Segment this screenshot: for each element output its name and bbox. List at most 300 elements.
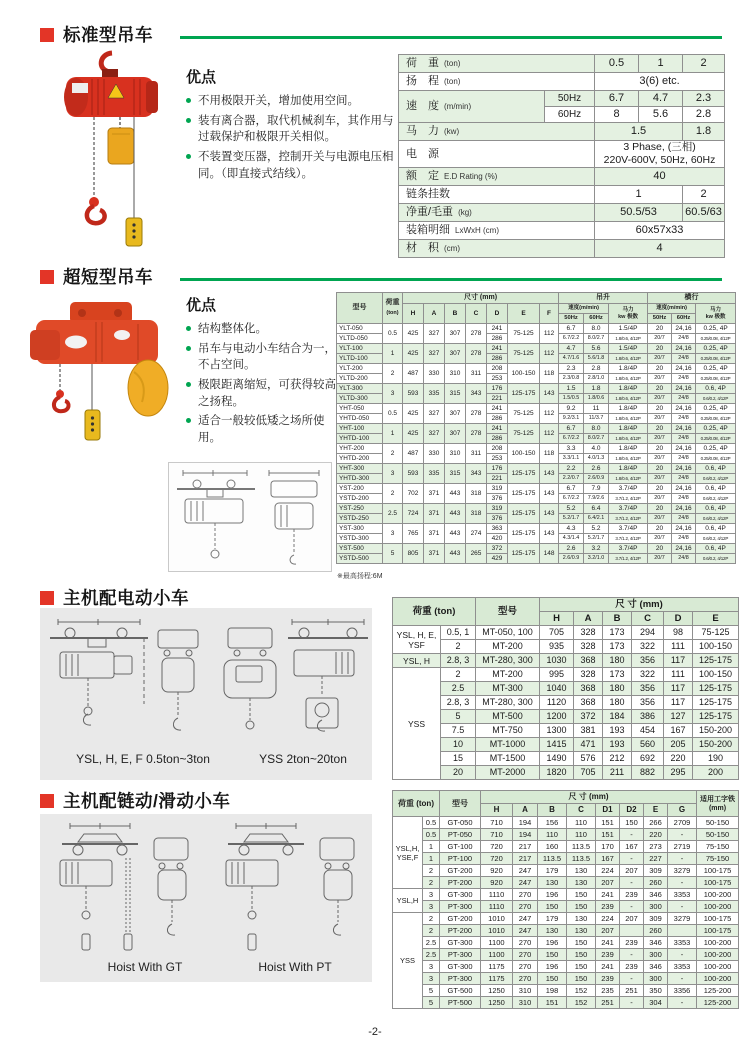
table-cell: 24,16	[672, 524, 696, 534]
table-cell: 205	[664, 738, 693, 752]
table-cell: 241	[487, 404, 508, 414]
model-cell: YHT-200	[337, 444, 383, 454]
table-cell: 194	[513, 829, 538, 841]
table-cell: 241	[487, 344, 508, 354]
table-row	[337, 424, 736, 434]
table-cell: 294	[632, 626, 664, 640]
table-cell: 110	[538, 829, 567, 841]
table-cell: 5	[423, 997, 440, 1009]
spec-label: 装箱明细 LxWxH (cm)	[399, 222, 595, 240]
table-cell: 11	[584, 404, 609, 414]
table-cell: 151	[596, 829, 620, 841]
table-cell: 371	[424, 484, 445, 504]
section4-title: 主机配链动/滑动小车	[63, 791, 231, 811]
table-cell: 322	[632, 640, 664, 654]
table-cell: 307	[445, 404, 466, 424]
table-cell: 170	[596, 841, 620, 853]
table-cell: 24/8	[672, 534, 696, 544]
table-cell: 2.5	[441, 682, 476, 696]
table-cell: 239	[620, 961, 644, 973]
model-cell: PT-500	[440, 997, 481, 1009]
table-cell: 24/8	[672, 434, 696, 444]
page-number: -2-	[368, 1026, 382, 1038]
table-cell: 3.7/4P	[609, 524, 648, 534]
table-cell: 130	[567, 877, 596, 889]
table-cell: 24/8	[672, 494, 696, 504]
table-cell: 309	[644, 865, 668, 877]
table-cell: 1010	[481, 925, 513, 937]
table-cell: 24,16	[672, 464, 696, 474]
spec-value: 8	[595, 107, 639, 123]
table-cell: 1.8/0.6, 4/12P	[609, 414, 648, 424]
table-cell: 125-175	[693, 682, 739, 696]
column-header: E	[644, 804, 668, 817]
drawing-caption: YSS 2ton~20ton	[259, 752, 347, 766]
table-cell: 1.8/0.6, 4/12P	[609, 374, 648, 384]
table-cell: 24,16	[672, 344, 696, 354]
table-cell: 319	[487, 484, 508, 494]
table-cell: 335	[424, 464, 445, 484]
table-cell: 710	[481, 829, 513, 841]
table-cell: 1110	[481, 889, 513, 901]
table-cell: 1250	[481, 997, 513, 1009]
table-row	[393, 961, 739, 973]
table-cell: 371	[424, 504, 445, 524]
table-cell: 196	[538, 961, 567, 973]
spec-value: 2.8	[683, 107, 725, 123]
table-cell: 8.0/2.7	[584, 434, 609, 444]
red-square-icon	[40, 591, 54, 605]
advantage-text: 不用极限开关，增加使用空间。	[198, 95, 359, 107]
column-header: 尺 寸 (mm)	[481, 791, 697, 804]
table-cell: 3.2/1.0	[584, 554, 609, 564]
table-cell: 75-125	[693, 626, 739, 640]
table-cell: 20/7	[648, 494, 672, 504]
chain-trolley-drawing-panel	[40, 814, 372, 982]
table-cell: 2.6	[584, 464, 609, 474]
table-cell: 327	[424, 404, 445, 424]
table-cell: 346	[644, 889, 668, 901]
table-cell: 0.5	[423, 817, 440, 829]
table-cell: 113.5	[567, 841, 596, 853]
table-cell: 315	[445, 464, 466, 484]
table-cell: 2.6	[559, 544, 584, 554]
column-header: C	[567, 804, 596, 817]
table-cell: 100-200	[697, 973, 739, 985]
table-cell: 368	[574, 654, 603, 668]
table-cell: 6.7/2.2	[559, 494, 584, 504]
table-row	[337, 404, 736, 414]
model-cell: YLT-200	[337, 364, 383, 374]
table-cell: 3.7/4P	[609, 544, 648, 554]
load-cell: 2.5	[383, 504, 403, 524]
table-cell: 315	[445, 384, 466, 404]
table-cell: 381	[574, 724, 603, 738]
table-cell: 0.6, 4P	[696, 464, 736, 474]
table-cell: 487	[403, 364, 424, 384]
table-cell: 75-125	[508, 404, 540, 424]
table-cell: 1.8/0.6, 4/12P	[609, 454, 648, 464]
table-cell: 2	[423, 877, 440, 889]
spec-value: 6.7	[595, 91, 639, 107]
table-cell: 20	[648, 364, 672, 374]
standard-hoist-photo	[50, 50, 170, 250]
table-cell: 265	[466, 544, 487, 564]
table-cell: 3	[423, 901, 440, 913]
table-cell: 112	[540, 424, 559, 444]
table-cell: 20	[648, 484, 672, 494]
table-cell: 150	[567, 961, 596, 973]
column-header: D	[664, 612, 693, 626]
table-cell: 1110	[481, 901, 513, 913]
table-cell: 24/8	[672, 514, 696, 524]
table-row	[393, 889, 739, 901]
table-cell: 118	[540, 364, 559, 384]
table-cell: 3.7/1.2, 4/12P	[609, 514, 648, 524]
table-cell: -	[620, 829, 644, 841]
table-cell: 20/7	[648, 414, 672, 424]
model-cell: GT-300	[440, 889, 481, 901]
table-cell: 425	[403, 404, 424, 424]
table-cell: 143	[540, 484, 559, 504]
advantage-item	[186, 341, 342, 374]
chain-trolley-table	[392, 790, 739, 1009]
table-row	[399, 204, 725, 222]
table-cell: 50-150	[697, 817, 739, 829]
table-cell: 20	[648, 384, 672, 394]
table-cell: 20/7	[648, 514, 672, 524]
table-cell: 224	[596, 865, 620, 877]
table-cell: 3356	[668, 985, 697, 997]
table-cell: 8.0/2.7	[584, 334, 609, 344]
table-cell: 9.2/3.1	[559, 414, 584, 424]
table-cell: 0.6/0.2, 4/12P	[696, 554, 736, 564]
table-cell: 180	[603, 682, 632, 696]
section2-header	[40, 264, 153, 289]
table-cell: 217	[513, 853, 538, 865]
table-cell: 311	[466, 444, 487, 464]
table-cell: -	[620, 973, 644, 985]
table-cell: 3353	[668, 889, 697, 901]
model-cell: MT-050, 100	[476, 626, 540, 640]
table-row	[399, 186, 725, 204]
table-cell: 454	[632, 724, 664, 738]
table-cell: 125-175	[508, 544, 540, 564]
spec-label: 马 力 (kw)	[399, 123, 595, 141]
table-cell: 207	[596, 925, 620, 937]
table-cell: 443	[445, 524, 466, 544]
table-cell: 125-175	[508, 504, 540, 524]
table-cell: 20/7	[648, 354, 672, 364]
table-cell: 2.8, 3	[441, 654, 476, 668]
table-cell: 7.9	[584, 484, 609, 494]
table-cell: 443	[445, 504, 466, 524]
table-cell: -	[668, 829, 697, 841]
table-cell: 1415	[540, 738, 574, 752]
table-cell: 75-150	[697, 841, 739, 853]
table-cell: 200	[693, 766, 739, 780]
table-cell: 167	[596, 853, 620, 865]
table-cell: 322	[632, 668, 664, 682]
table-row	[393, 997, 739, 1009]
red-square-icon	[40, 28, 54, 42]
table-cell: 310	[513, 997, 538, 1009]
table-cell: 3	[423, 973, 440, 985]
table-cell: 253	[487, 374, 508, 384]
table-cell: 150	[538, 901, 567, 913]
table-cell: 24,16	[672, 384, 696, 394]
table-cell: 1100	[481, 937, 513, 949]
table-cell: 24,16	[672, 544, 696, 554]
table-cell: 2	[441, 640, 476, 654]
table-cell: 1030	[540, 654, 574, 668]
table-row	[393, 829, 739, 841]
table-cell: 220	[664, 752, 693, 766]
spec-sublabel: 50Hz	[545, 91, 595, 107]
table-cell: 270	[513, 961, 538, 973]
table-cell: 143	[540, 464, 559, 484]
table-cell: 0.25, 4P	[696, 424, 736, 434]
table-cell: 0.25, 4P	[696, 324, 736, 334]
table-cell: 194	[513, 817, 538, 829]
table-row	[337, 464, 736, 474]
model-cell: PT-100	[440, 853, 481, 865]
table-row	[337, 364, 736, 374]
table-cell: -	[620, 901, 644, 913]
table-cell: 425	[403, 424, 424, 444]
table-cell: 5.2/1.7	[584, 534, 609, 544]
table-cell: 75-150	[697, 853, 739, 865]
red-square-icon	[40, 270, 54, 284]
advantage-text: 极限距离缩短，可获得较高之扬程。	[198, 379, 336, 408]
table-cell: 75-125	[508, 344, 540, 364]
table-cell: 152	[567, 985, 596, 997]
table-cell: 150	[538, 949, 567, 961]
table-cell: -	[668, 877, 697, 889]
spec-label: 荷 重 (ton)	[399, 55, 595, 73]
table-cell: 24/8	[672, 554, 696, 564]
load-cell: 3	[383, 384, 403, 404]
model-cell: YSTD-200	[337, 494, 383, 504]
model-cell: YST-200	[337, 484, 383, 494]
table-cell: 0.6/0.2, 4/12P	[696, 494, 736, 504]
table-cell: 20/7	[648, 554, 672, 564]
table-cell: 20/7	[648, 474, 672, 484]
table-cell: 1.8/0.6, 4/12P	[609, 434, 648, 444]
table-cell: 710	[481, 817, 513, 829]
table-cell: 1100	[481, 949, 513, 961]
table-cell: 3.3/1.1	[559, 454, 584, 464]
table-cell: 5.2	[584, 524, 609, 534]
table-cell: 0.6, 4P	[696, 484, 736, 494]
table-cell: 0.6/0.2, 4/12P	[696, 534, 736, 544]
table-cell: 3279	[668, 865, 697, 877]
table-cell: 6.7	[559, 324, 584, 334]
table-row	[393, 985, 739, 997]
table-cell: 346	[644, 961, 668, 973]
table-cell: 20	[648, 504, 672, 514]
table-cell: 117	[664, 682, 693, 696]
advantages-list	[186, 321, 342, 447]
advantage-item	[186, 321, 342, 338]
table-cell: 130	[567, 865, 596, 877]
table-cell: 0.25, 4P	[696, 404, 736, 414]
table-cell	[620, 925, 644, 937]
table-cell: 304	[644, 997, 668, 1009]
table-cell: 2	[423, 913, 440, 925]
table-cell: -	[668, 853, 697, 865]
spec-label: 链条挂数	[399, 186, 595, 204]
table-cell: 193	[603, 724, 632, 738]
column-header: 速度(m/min)	[648, 304, 696, 314]
table-row	[393, 973, 739, 985]
table-cell: 0.6/0.2, 4/12P	[696, 394, 736, 404]
table-cell: 300	[644, 973, 668, 985]
load-cell: 3	[383, 464, 403, 484]
column-header: H	[403, 304, 424, 324]
table-cell: 118	[540, 444, 559, 464]
technical-drawing	[40, 814, 372, 982]
table-cell: 152	[567, 997, 596, 1009]
model-cell: YLT-050	[337, 324, 383, 334]
table-cell: 7.5	[441, 724, 476, 738]
column-header: 60Hz	[584, 314, 609, 324]
table-cell: 24,16	[672, 424, 696, 434]
table-cell: 1.5/0.5	[559, 394, 584, 404]
advantage-text: 装有离合器，取代机械刹车，其作用与过载保护和极限开关相似。	[198, 114, 394, 144]
table-cell: 173	[603, 640, 632, 654]
table-cell: 356	[632, 696, 664, 710]
table-cell: 0.25/0.08, 4/12P	[696, 374, 736, 384]
bullet-dot-icon	[186, 118, 191, 123]
series-cell: YSL, H	[393, 654, 441, 668]
table-cell: 0.6/0.2, 4/12P	[696, 514, 736, 524]
table-cell: 310	[445, 364, 466, 384]
table-cell: 130	[538, 925, 567, 937]
spec-sublabel: 60Hz	[545, 107, 595, 123]
table-cell: 0.25/0.08, 4/12P	[696, 334, 736, 344]
table-cell: 179	[538, 913, 567, 925]
table-cell: 20	[648, 524, 672, 534]
table-cell: 920	[481, 865, 513, 877]
table-cell: 179	[538, 865, 567, 877]
table-cell: 24,16	[672, 364, 696, 374]
table-cell: 247	[513, 877, 538, 889]
table-cell: 372	[487, 544, 508, 554]
table-cell: 207	[620, 865, 644, 877]
table-row	[399, 55, 725, 73]
spec-value: 1.8	[683, 123, 725, 141]
section4-header	[40, 788, 230, 813]
table-cell: 0.5, 1	[441, 626, 476, 640]
table-cell: 8.0	[584, 324, 609, 334]
model-cell: MT-200	[476, 640, 540, 654]
model-cell: PT-200	[440, 925, 481, 937]
load-cell: 3	[383, 524, 403, 544]
table-cell: 1175	[481, 961, 513, 973]
table-cell: 167	[664, 724, 693, 738]
model-cell: GT-300	[440, 961, 481, 973]
table-cell: 4.7	[559, 344, 584, 354]
table-cell: 0.25, 4P	[696, 364, 736, 374]
model-cell: MT-200	[476, 668, 540, 682]
spec-value: 1	[595, 186, 683, 204]
table-cell: 150-200	[693, 724, 739, 738]
table-cell: 2	[423, 865, 440, 877]
column-header: D1	[596, 804, 620, 817]
table-cell: 995	[540, 668, 574, 682]
table-cell: 239	[620, 889, 644, 901]
table-cell: 20	[648, 324, 672, 334]
table-cell: 309	[644, 913, 668, 925]
model-cell: YST-500	[337, 544, 383, 554]
table-cell: 1.8/0.6, 4/12P	[609, 474, 648, 484]
table-cell: 100-150	[693, 668, 739, 682]
table-cell: 443	[445, 484, 466, 504]
table-cell: 247	[513, 925, 538, 937]
table-cell: 217	[513, 841, 538, 853]
table-cell: 327	[424, 324, 445, 344]
model-cell: YHT-050	[337, 404, 383, 414]
table-cell: 4.3/1.4	[559, 534, 584, 544]
column-header: C	[466, 304, 487, 324]
table-cell: 286	[487, 434, 508, 444]
model-cell: YLT-100	[337, 344, 383, 354]
series-cell: YSS	[393, 913, 423, 1009]
spec-value: 50.5/53	[595, 204, 683, 222]
column-header: H	[540, 612, 574, 626]
table-cell: 260	[644, 877, 668, 889]
table-cell: 100-175	[697, 913, 739, 925]
column-header: 60Hz	[672, 314, 696, 324]
column-header: H	[481, 804, 513, 817]
table-cell: 20	[648, 404, 672, 414]
table-cell: 371	[424, 524, 445, 544]
table-cell: 307	[445, 324, 466, 344]
column-header: G	[668, 804, 697, 817]
table-cell: 3.2	[584, 544, 609, 554]
table-cell: 327	[424, 424, 445, 444]
spec-label: 净重/毛重 (kg)	[399, 204, 595, 222]
table-cell: 692	[632, 752, 664, 766]
table-cell: 2.6/0.9	[559, 554, 584, 564]
table-cell: 266	[644, 817, 668, 829]
table-cell: 130	[538, 877, 567, 889]
table-cell: 363	[487, 524, 508, 534]
table-row	[337, 344, 736, 354]
advantages-list	[186, 93, 398, 182]
table-cell: 307	[445, 344, 466, 364]
table-cell: 4.0/1.3	[584, 454, 609, 464]
table-cell: 193	[603, 738, 632, 752]
table-cell: 593	[403, 384, 424, 404]
table-cell: 4.7/1.6	[559, 354, 584, 364]
model-cell: MT-1500	[476, 752, 540, 766]
spec-value: 1.5	[595, 123, 683, 141]
table-cell: 207	[620, 913, 644, 925]
footnote: ※最高扬程:6M	[337, 573, 383, 580]
table-cell: 143	[540, 384, 559, 404]
drawing-caption: Hoist With PT	[258, 960, 332, 974]
load-cell: 2	[383, 444, 403, 464]
table-row	[393, 682, 739, 696]
table-row	[393, 853, 739, 865]
table-row	[393, 626, 739, 640]
table-cell: 310	[445, 444, 466, 464]
table-cell: 1.8/0.6, 4/12P	[609, 354, 648, 364]
column-header: B	[445, 304, 466, 324]
model-cell: MT-1000	[476, 738, 540, 752]
